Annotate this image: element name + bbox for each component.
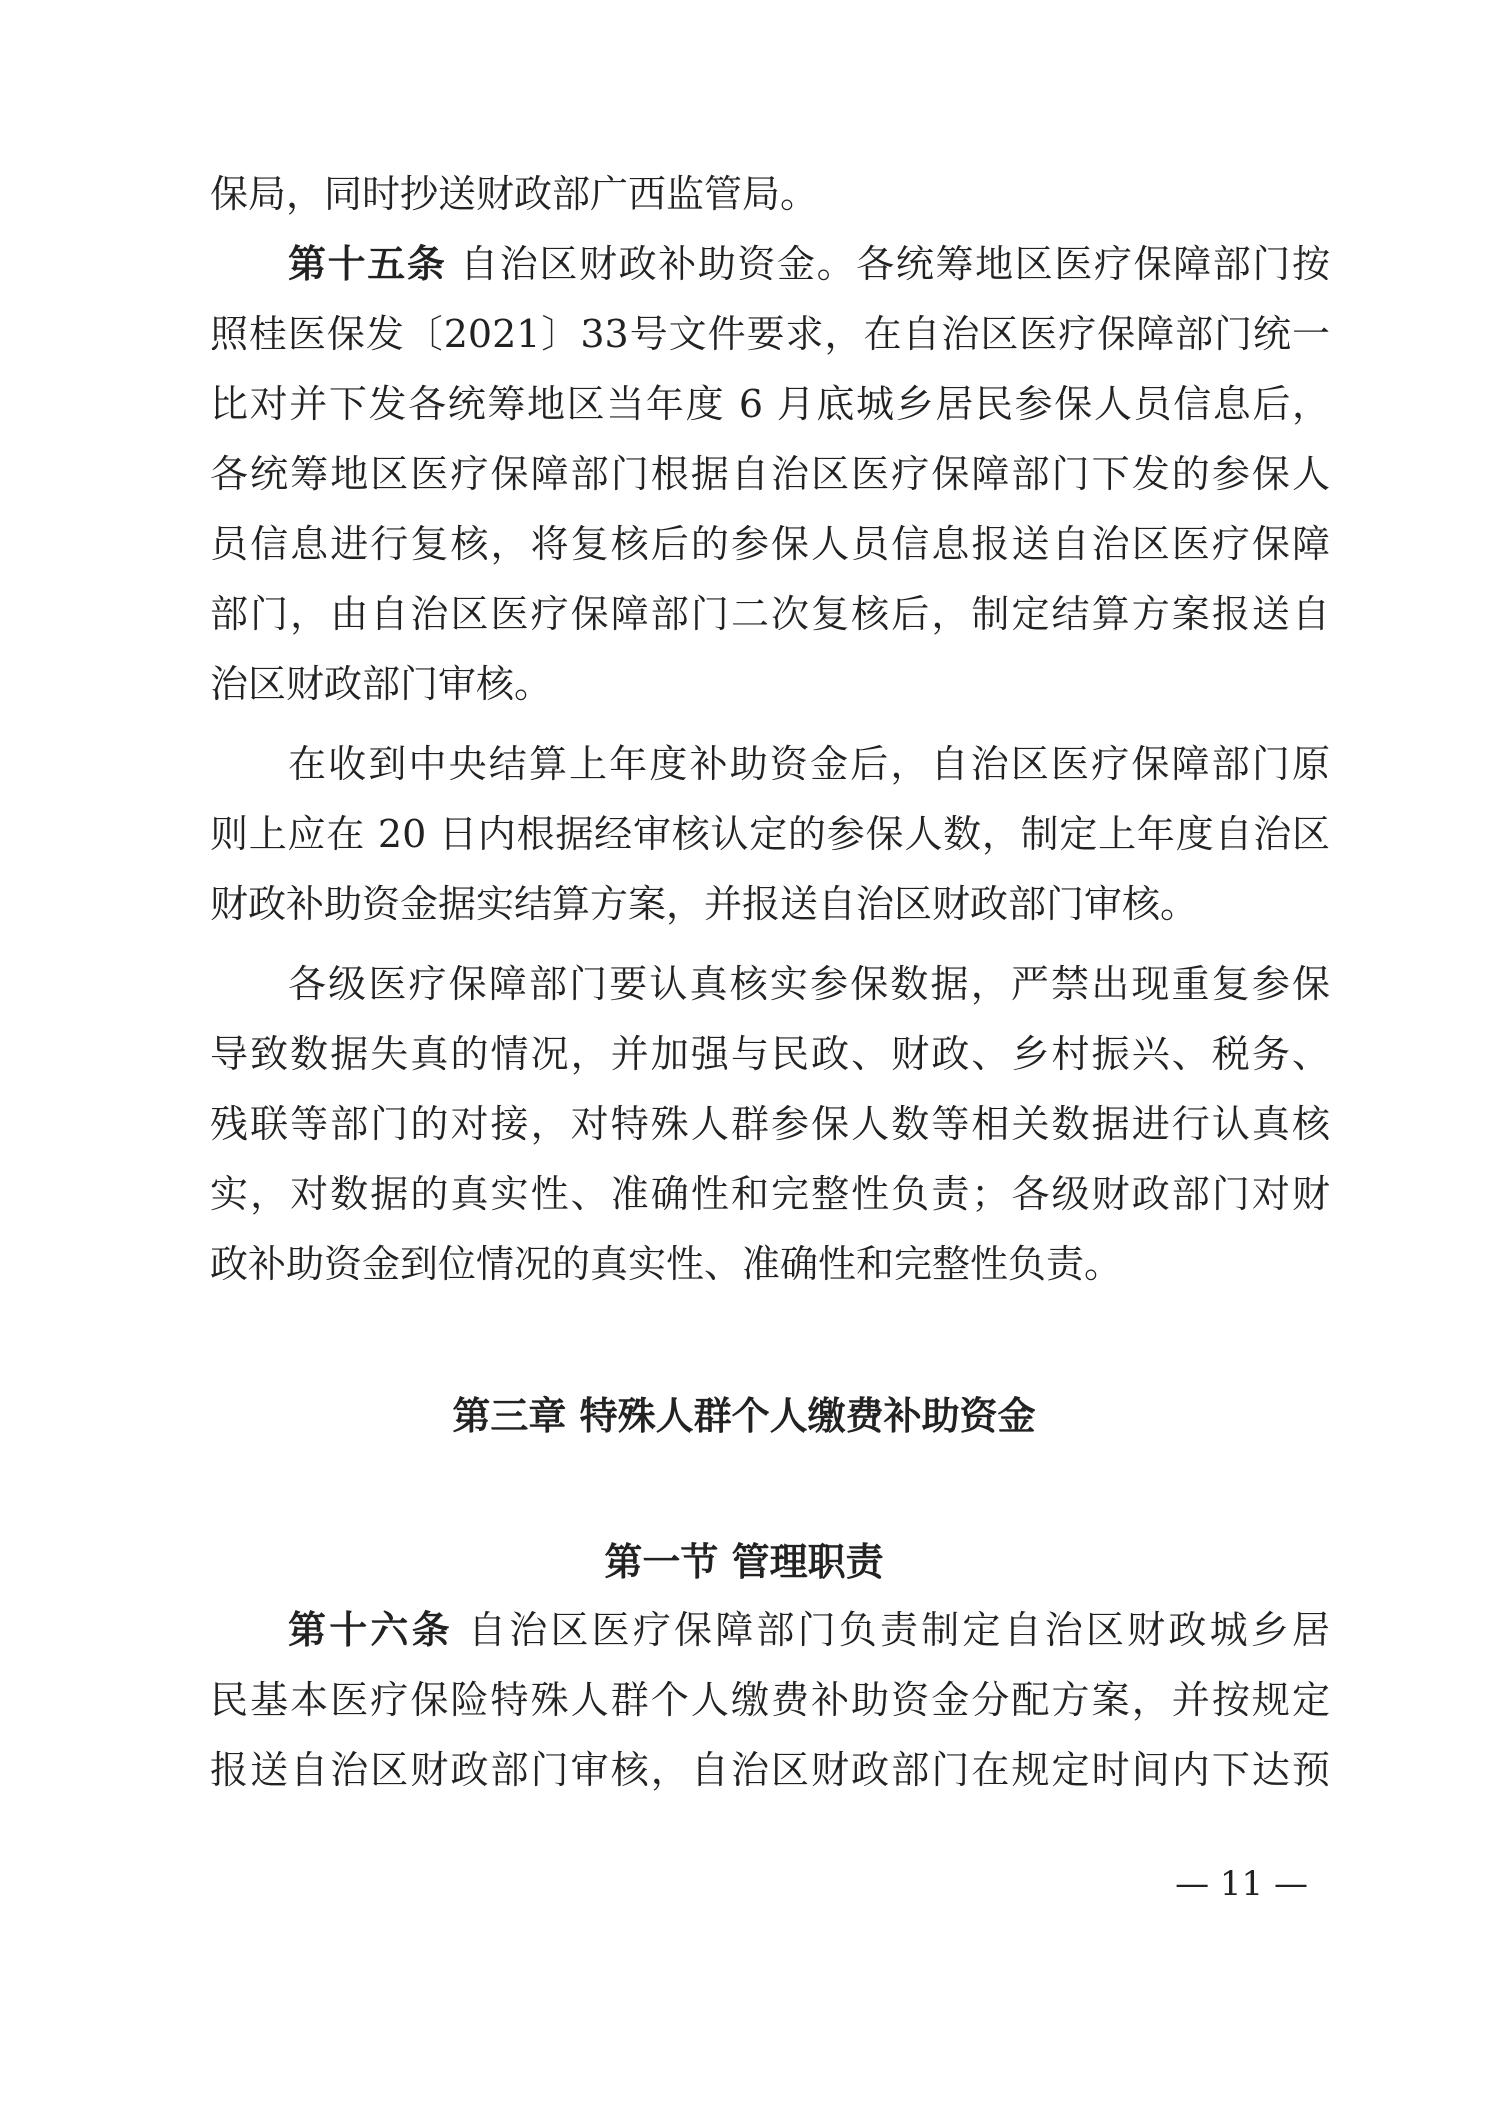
page-number: — 11 —: [1175, 1864, 1308, 1904]
body-line: 残联等部门的对接，对特殊人群参保人数等相关数据进行认真核: [210, 1102, 1330, 1146]
paragraph-first-line: 各级医疗保障部门要认真核实参保数据，严禁出现重复参保: [288, 962, 1330, 1006]
article-15-text: 自治区财政补助资金。各统筹地区医疗保障部门按: [460, 242, 1330, 286]
article-15-first-line: [288, 240, 1330, 288]
body-line: 比对并下发各统筹地区当年度 6 月底城乡居民参保人员信息后，: [210, 382, 1330, 426]
body-line: 政补助资金到位情况的真实性、准确性和完整性负责。: [210, 1242, 1123, 1286]
body-line: 各统筹地区医疗保障部门根据自治区医疗保障部门下发的参保人: [210, 452, 1330, 496]
section-heading: 第一节 管理职责: [604, 1540, 884, 1584]
body-line: 保局，同时抄送财政部广西监管局。: [210, 172, 819, 216]
body-line: 导致数据失真的情况，并加强与民政、财政、乡村振兴、税务、: [210, 1032, 1330, 1076]
body-line: 照桂医保发〔2021〕33号文件要求，在自治区医疗保障部门统一: [210, 312, 1330, 356]
body-line: 报送自治区财政部门审核，自治区财政部门在规定时间内下达预: [210, 1748, 1330, 1792]
body-line: 财政补助资金据实结算方案，并报送自治区财政部门审核。: [210, 882, 1199, 926]
article-16-label: 第十六条: [288, 1608, 453, 1652]
body-line: 治区财政部门审核。: [210, 662, 553, 706]
article-16-first-line: [288, 1606, 1330, 1654]
body-line: 民基本医疗保险特殊人群个人缴费补助资金分配方案，并按规定: [210, 1678, 1330, 1722]
chapter-heading: 第三章 特殊人群个人缴费补助资金: [452, 1394, 1036, 1438]
paragraph-first-line: 在收到中央结算上年度补助资金后，自治区医疗保障部门原: [288, 742, 1330, 786]
body-line: 实，对数据的真实性、准确性和完整性负责；各级财政部门对财: [210, 1172, 1330, 1216]
body-line: 则上应在 20 日内根据经审核认定的参保人数，制定上年度自治区: [210, 812, 1330, 856]
article-15-label: 第十五条: [288, 242, 447, 286]
body-line: 员信息进行复核，将复核后的参保人员信息报送自治区医疗保障: [210, 522, 1330, 566]
body-line: 部门，由自治区医疗保障部门二次复核后，制定结算方案报送自: [210, 592, 1330, 636]
article-16-text: 自治区医疗保障部门负责制定自治区财政城乡居: [468, 1608, 1330, 1652]
